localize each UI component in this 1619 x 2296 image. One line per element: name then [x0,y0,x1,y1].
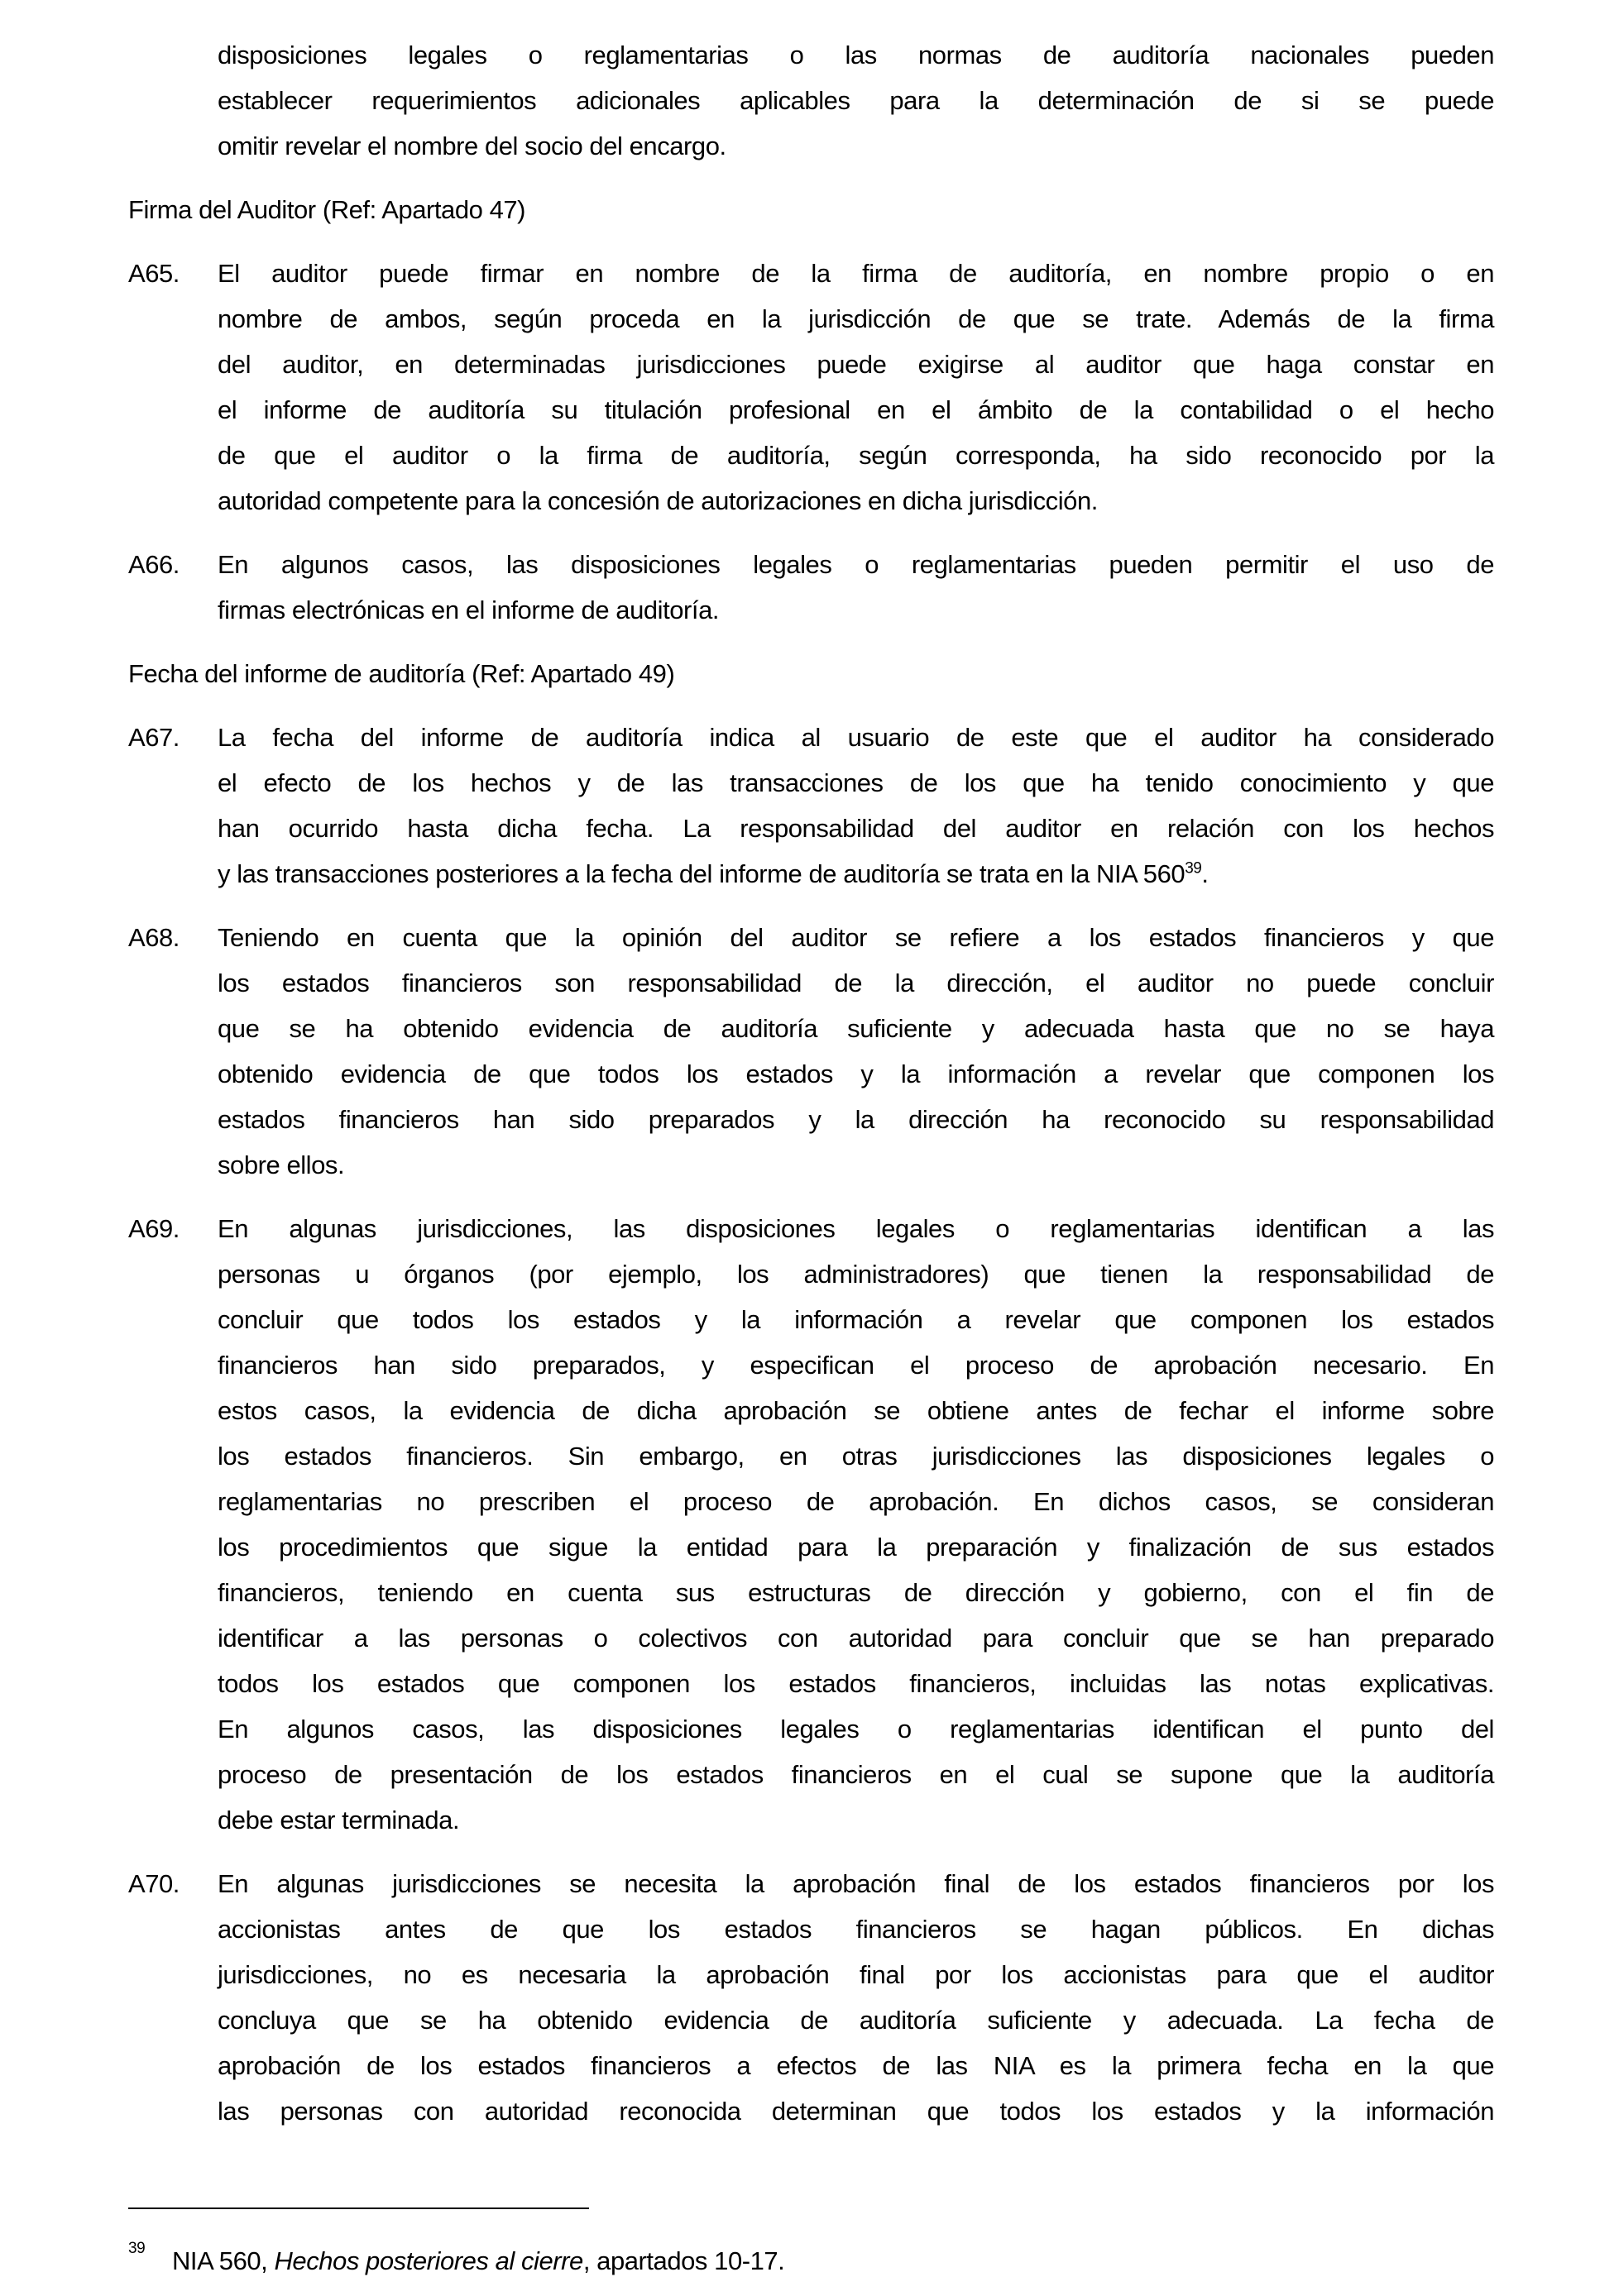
paragraph-line [218,1206,1494,1251]
paragraph-line [218,1479,1494,1524]
footnote-reference: 39 [1185,859,1202,878]
paragraph-line [218,542,1494,587]
line-text: personas u órganos (por ejemplo, los administradores) que tienen la responsabilidad de [218,1260,1494,1289]
line-text: nombre de ambos, según proceda en la jurisdicción de que se trate. Además de la firma [218,304,1494,333]
paragraph [128,542,1494,633]
line-text: los estados financieros. Sin embargo, en otras jurisdicciones las disposiciones legales o [218,1442,1494,1471]
line-text: las personas con autoridad reconocida determinan que todos los estados y la información [218,2097,1494,2126]
line-text: concluya que se ha obtenido evidencia de auditoría suficiente y adecuada. La fecha de [218,2006,1494,2035]
paragraph-line [218,342,1494,387]
paragraph-line [218,1752,1494,1797]
paragraph-line [218,123,1494,169]
line-text: concluir que todos los estados y la información a revelar que componen los estados [218,1305,1494,1334]
line-text: sobre ellos. [218,1150,345,1179]
line-text: del auditor, en determinadas jurisdicciones puede exigirse al auditor que haga constar en [218,350,1494,379]
paragraph-line [218,1006,1494,1051]
paragraph-line [218,1797,1494,1843]
paragraph-line [218,1906,1494,1952]
paragraph [128,251,1494,524]
paragraph-line [218,1097,1494,1142]
line-text: obtenido evidencia de que todos los estados y la información a revelar que componen los [218,1060,1494,1088]
paragraph-line [218,32,1494,78]
paragraph-line [218,2088,1494,2134]
line-text: y las transacciones posteriores a la fecha del informe de auditoría se trata en la NIA 560 [218,859,1186,888]
line-text: estados financieros han sido preparados y la dirección ha reconocido su responsabilidad [218,1105,1494,1134]
paragraph-number: A65. [128,259,180,288]
paragraph-line [218,1570,1494,1615]
paragraph-line [218,433,1494,478]
footnote-text [172,2246,784,2276]
footnote-title: Hechos posteriores al cierre [274,2246,583,2275]
paragraph-line [218,806,1494,851]
paragraph [128,915,1494,1188]
paragraph-line [218,1524,1494,1570]
line-tail: . [1201,859,1209,888]
footnote-separator [128,2208,589,2209]
paragraph-line [218,1388,1494,1433]
paragraph-line [218,1251,1494,1297]
line-text: han ocurrido hasta dicha fecha. La responsabilidad del auditor en relación con los hechos [218,814,1494,843]
paragraph-line [218,78,1494,123]
paragraph-line [218,960,1494,1006]
paragraph-line [218,1051,1494,1097]
paragraph-line [218,1142,1494,1188]
line-text: el informe de auditoría su titulación profesional en el ámbito de la contabilidad o el hecho [218,395,1494,424]
line-text: firmas electrónicas en el informe de auditoría. [218,596,720,624]
line-text: En algunos casos, las disposiciones legales o reglamentarias identifican el punto del [218,1715,1494,1744]
line-text: de que el auditor o la firma de auditoría, según corresponda, ha sido reconocido por la [218,441,1494,470]
line-text: reglamentarias no prescriben el proceso de aprobación. En dichos casos, se consideran [218,1487,1494,1516]
line-text: proceso de presentación de los estados financieros en el cual se supone que la auditoría [218,1760,1494,1789]
paragraph-line [218,1952,1494,1997]
paragraph-number: A67. [128,723,180,752]
paragraph-line [218,478,1494,524]
paragraph-line [218,1661,1494,1706]
line-text: establecer requerimientos adicionales aplicables para la determinación de si se puede [218,86,1494,115]
paragraph-line [218,851,1494,897]
paragraph [128,1861,1494,2134]
line-text: autoridad competente para la concesión de autorizaciones en dicha jurisdicción. [218,486,1098,515]
line-text: Teniendo en cuenta que la opinión del auditor se refiere a los estados financieros y que [218,923,1494,952]
line-text: accionistas antes de que los estados financieros se hagan públicos. En dichas [218,1915,1494,1944]
line-text: financieros han sido preparados, y especifican el proceso de aprobación necesario. En [218,1351,1494,1380]
line-text: En algunas jurisdicciones, las disposiciones legales o reglamentarias identifican a las [218,1214,1494,1243]
line-text: los estados financieros son responsabilidad de la dirección, el auditor no puede concluir [218,969,1494,997]
paragraph-line [218,1342,1494,1388]
document-body [128,32,1494,2134]
line-text: jurisdicciones, no es necesaria la aprobación final por los accionistas para que el auditor [218,1960,1494,1989]
paragraph-line [218,915,1494,960]
line-text: financieros, teniendo en cuenta sus estructuras de dirección y gobierno, con el fin de [218,1578,1494,1607]
paragraph-line [218,715,1494,760]
paragraph-line [218,1706,1494,1752]
paragraph-line [218,251,1494,296]
paragraph-line [218,1297,1494,1342]
line-text: los procedimientos que sigue la entidad para la preparación y finalización de sus estados [218,1533,1494,1562]
line-text: La fecha del informe de auditoría indica al usuario de este que el auditor ha considerado [218,723,1494,752]
paragraph-number: A66. [128,550,180,579]
paragraph [128,715,1494,897]
line-text: estos casos, la evidencia de dicha aprobación se obtiene antes de fechar el informe sobre [218,1396,1494,1425]
line-text: El auditor puede firmar en nombre de la firma de auditoría, en nombre propio o en [218,259,1494,288]
paragraph-number: A70. [128,1869,180,1898]
paragraph-line [218,587,1494,633]
line-text: En algunas jurisdicciones se necesita la aprobación final de los estados financieros por los [218,1869,1494,1898]
line-text: que se ha obtenido evidencia de auditoría suficiente y adecuada hasta que no se haya [218,1014,1494,1043]
section-heading: Firma del Auditor (Ref: Apartado 47) [128,195,526,224]
paragraph-line [218,1615,1494,1661]
line-text: aprobación de los estados financieros a efectos de las NIA es la primera fecha en la que [218,2051,1494,2080]
line-text: el efecto de los hechos y de las transacciones de los que ha tenido conocimiento y que [218,768,1494,797]
line-text: omitir revelar el nombre del socio del encargo. [218,132,726,160]
paragraph [128,32,1494,169]
paragraph-line [218,387,1494,433]
paragraph-line [218,2043,1494,2088]
paragraph-line [218,1861,1494,1906]
paragraph-line [218,1433,1494,1479]
paragraph [128,1206,1494,1843]
footnote-number: 39 [128,2240,146,2257]
paragraph-number: A69. [128,1214,180,1243]
paragraph-line [218,1997,1494,2043]
footnote-suffix: , apartados 10-17. [582,2246,785,2275]
paragraph-line [218,296,1494,342]
line-text: todos los estados que componen los estados financieros, incluidas las notas explicativas. [218,1669,1494,1698]
line-text: identificar a las personas o colectivos con autoridad para concluir que se han preparado [218,1624,1494,1653]
line-text: disposiciones legales o reglamentarias o las normas de auditoría nacionales pueden [218,41,1494,69]
line-text: En algunos casos, las disposiciones legales o reglamentarias pueden permitir el uso de [218,550,1494,579]
paragraph-line [218,760,1494,806]
paragraph-number: A68. [128,923,180,952]
line-text: debe estar terminada. [218,1806,460,1834]
footnote-prefix: NIA 560, [172,2246,275,2275]
section-heading: Fecha del informe de auditoría (Ref: Apartado 49) [128,659,675,688]
